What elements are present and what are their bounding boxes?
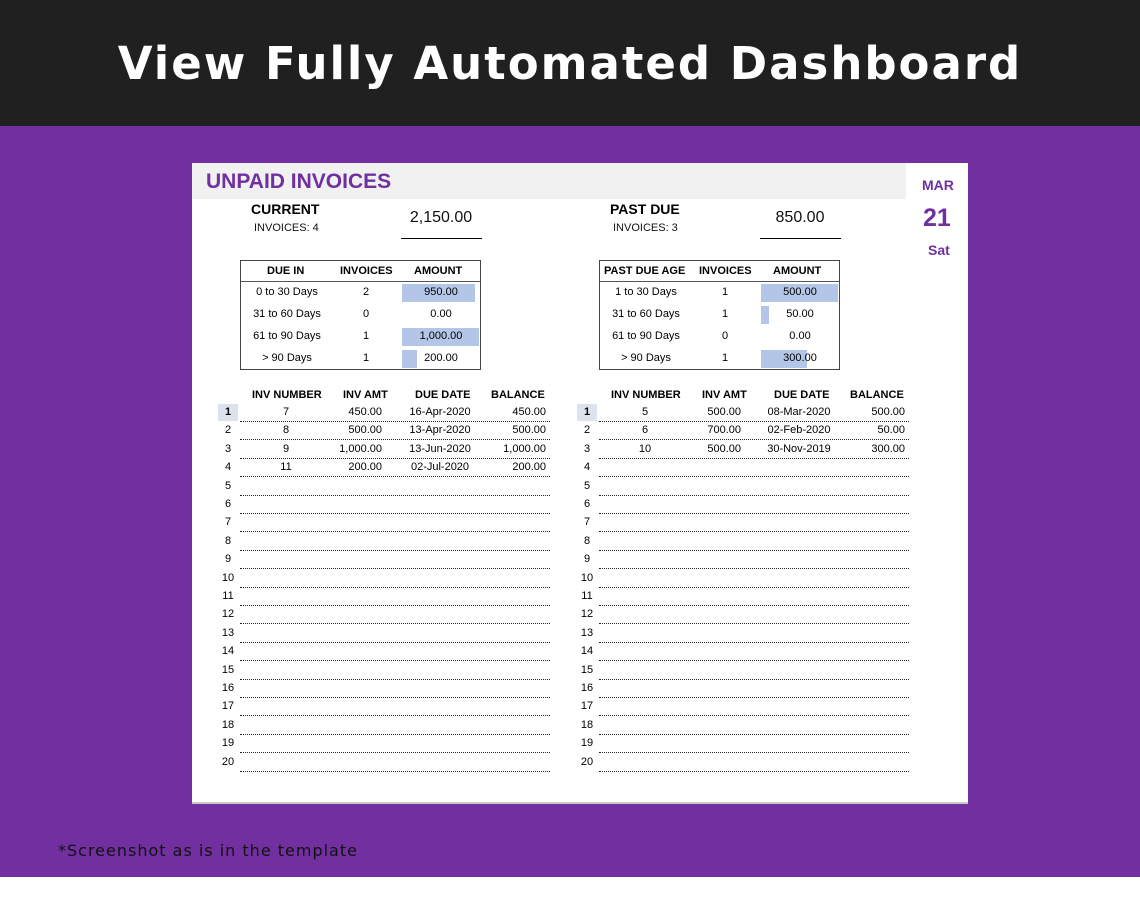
- due-date: 13-Jun-2020: [409, 442, 471, 455]
- row-number[interactable]: 4: [583, 461, 591, 474]
- inv-amount: 500.00: [707, 442, 741, 455]
- table-row[interactable]: [599, 404, 909, 422]
- table-row[interactable]: [240, 662, 550, 680]
- aging-amount: 0.00: [789, 330, 811, 342]
- table-row[interactable]: [240, 625, 550, 643]
- banner-title: View Fully Automated Dashboard: [117, 36, 1023, 90]
- row-number[interactable]: 5: [583, 479, 591, 492]
- aging-range: 0 to 30 Days: [256, 286, 318, 298]
- aging-row: [600, 304, 839, 326]
- aging-row: [241, 348, 480, 370]
- aging-range: 1 to 30 Days: [615, 286, 677, 298]
- table-row[interactable]: [240, 478, 550, 496]
- table-row[interactable]: [599, 680, 909, 698]
- dashboard-sheet: [192, 163, 968, 804]
- balance: 500.00: [871, 406, 905, 418]
- table-row[interactable]: [599, 643, 909, 661]
- table-row[interactable]: [240, 533, 550, 551]
- date-weekday: Sat: [928, 242, 950, 258]
- balance: 300.00: [871, 442, 905, 455]
- aging-amount: 1,000.00: [419, 330, 463, 342]
- date-day: 21: [923, 204, 951, 232]
- inv-number: 5: [641, 406, 649, 418]
- row-number[interactable]: 2: [224, 424, 232, 437]
- row-number[interactable]: 8: [583, 534, 591, 547]
- row-number[interactable]: 1: [577, 404, 597, 421]
- row-number[interactable]: 6: [583, 498, 591, 510]
- table-row[interactable]: [240, 551, 550, 569]
- table-row[interactable]: [599, 570, 909, 588]
- table-row[interactable]: [240, 606, 550, 624]
- date-month: MAR: [922, 177, 954, 193]
- table-row[interactable]: [240, 735, 550, 753]
- row-number[interactable]: 12: [221, 608, 235, 621]
- aging-invoice-count: 0: [721, 330, 729, 342]
- footnote: *Screenshot as is in the template: [58, 841, 358, 860]
- row-number[interactable]: 9: [224, 553, 232, 566]
- due-date: 02-Jul-2020: [410, 461, 470, 474]
- header-invoices: INVOICES: [699, 265, 752, 277]
- row-number[interactable]: 19: [580, 737, 594, 750]
- table-row[interactable]: [599, 625, 909, 643]
- header-inv-amt: INV AMT: [343, 389, 388, 401]
- inv-number: 6: [641, 424, 649, 437]
- past-due-amount-underline: [760, 238, 841, 239]
- table-row[interactable]: [599, 754, 909, 772]
- table-row[interactable]: [599, 478, 909, 496]
- table-row[interactable]: [599, 717, 909, 735]
- balance: 500.00: [512, 424, 546, 437]
- inv-number: 8: [282, 424, 290, 437]
- row-number[interactable]: 5: [224, 479, 232, 492]
- past-due-total-amount: 850.00: [775, 209, 825, 226]
- aging-invoice-count: 0: [362, 308, 370, 320]
- table-row[interactable]: [240, 698, 550, 716]
- aging-range: 61 to 90 Days: [253, 330, 321, 342]
- row-number[interactable]: 20: [580, 755, 594, 768]
- past-due-age-table: [599, 260, 840, 370]
- balance: 1,000.00: [503, 442, 546, 455]
- table-row[interactable]: [240, 514, 550, 532]
- current-label: CURRENT: [251, 201, 320, 217]
- row-number[interactable]: 19: [221, 737, 235, 750]
- header-invoices: INVOICES: [340, 265, 393, 277]
- aging-amount: 300.00: [783, 352, 817, 364]
- inv-amount: 450.00: [348, 406, 382, 418]
- aging-amount: 200.00: [424, 352, 458, 364]
- row-number[interactable]: 10: [221, 571, 235, 584]
- header-due-date: DUE DATE: [415, 389, 471, 401]
- row-number[interactable]: 7: [583, 516, 591, 529]
- header-past-due-age: PAST DUE AGE: [604, 265, 686, 277]
- aging-range: 31 to 60 Days: [612, 308, 680, 320]
- aging-invoice-count: 2: [362, 286, 370, 298]
- table-row[interactable]: [599, 459, 909, 477]
- inv-amount: 700.00: [707, 424, 741, 437]
- table-row[interactable]: [599, 698, 909, 716]
- aging-row: [600, 326, 839, 348]
- row-number[interactable]: 4: [224, 461, 232, 474]
- row-number[interactable]: 13: [580, 626, 594, 639]
- past-due-list-header: [599, 389, 909, 405]
- row-number[interactable]: 17: [221, 700, 235, 713]
- aging-invoice-count: 1: [721, 308, 729, 320]
- row-number[interactable]: 3: [583, 442, 591, 455]
- table-row[interactable]: [599, 422, 909, 440]
- header-amount: AMOUNT: [773, 265, 822, 277]
- header-balance: BALANCE: [491, 389, 545, 401]
- header-inv-amt: INV AMT: [702, 389, 747, 401]
- inv-number: 7: [282, 406, 290, 418]
- header-amount: AMOUNT: [414, 265, 463, 277]
- inv-amount: 500.00: [348, 424, 382, 437]
- inv-number: 11: [280, 461, 292, 474]
- row-number[interactable]: 11: [581, 590, 593, 602]
- aging-row: [600, 282, 839, 304]
- title-bar: [192, 163, 906, 199]
- table-row[interactable]: [240, 441, 550, 459]
- table-row[interactable]: [240, 588, 550, 606]
- row-number[interactable]: 2: [583, 424, 591, 437]
- row-number[interactable]: 7: [224, 516, 232, 529]
- inv-amount: 1,000.00: [339, 442, 382, 455]
- header-due-date: DUE DATE: [774, 389, 830, 401]
- due-date: 16-Apr-2020: [409, 406, 471, 418]
- sheet-title: UNPAID INVOICES: [206, 170, 392, 193]
- header-inv-number: INV NUMBER: [252, 389, 322, 401]
- current-total-amount: 2,150.00: [409, 209, 473, 226]
- table-row[interactable]: [599, 606, 909, 624]
- balance: 450.00: [512, 406, 546, 418]
- inv-number: 9: [282, 442, 290, 455]
- aging-amount: 50.00: [786, 308, 814, 320]
- due-date: 13-Apr-2020: [409, 424, 471, 437]
- row-number[interactable]: 18: [221, 718, 235, 731]
- inv-amount: 500.00: [707, 406, 741, 418]
- due-in-table-header: [241, 261, 480, 282]
- inv-amount: 200.00: [348, 461, 382, 474]
- aging-row: [241, 282, 480, 304]
- row-number[interactable]: 17: [580, 700, 594, 713]
- header-banner: [0, 0, 1140, 126]
- table-row[interactable]: [240, 459, 550, 477]
- aging-row: [600, 348, 839, 370]
- table-row[interactable]: [240, 422, 550, 440]
- table-row[interactable]: [599, 496, 909, 514]
- table-row[interactable]: [240, 717, 550, 735]
- header-balance: BALANCE: [850, 389, 904, 401]
- row-number[interactable]: 3: [224, 442, 232, 455]
- row-number[interactable]: 11: [222, 590, 234, 602]
- row-number[interactable]: 15: [221, 663, 235, 676]
- balance: 200.00: [512, 461, 546, 474]
- row-number[interactable]: 16: [221, 682, 235, 694]
- due-in-table: [240, 260, 481, 370]
- aging-range: 31 to 60 Days: [253, 308, 321, 320]
- row-number[interactable]: 14: [580, 645, 594, 658]
- row-number[interactable]: 13: [221, 626, 235, 639]
- aging-amount: 0.00: [430, 308, 452, 320]
- row-number[interactable]: 16: [580, 682, 594, 694]
- aging-invoice-count: 1: [362, 352, 370, 364]
- row-number[interactable]: 15: [580, 663, 594, 676]
- inv-number: 10: [638, 442, 652, 455]
- past-due-label: PAST DUE: [610, 201, 680, 217]
- past-due-invoice-count: INVOICES: 3: [613, 222, 678, 234]
- balance: 50.00: [877, 424, 905, 437]
- row-number[interactable]: 18: [580, 718, 594, 731]
- due-date: 30-Nov-2019: [767, 442, 831, 455]
- aging-range: 61 to 90 Days: [612, 330, 680, 342]
- row-number[interactable]: 10: [580, 571, 594, 584]
- table-row[interactable]: [240, 570, 550, 588]
- due-date: 02-Feb-2020: [767, 424, 831, 437]
- aging-invoice-count: 1: [362, 330, 370, 342]
- due-date: 08-Mar-2020: [767, 406, 831, 418]
- current-invoice-count: INVOICES: 4: [254, 222, 319, 234]
- header-due-in: DUE IN: [267, 265, 305, 277]
- row-number[interactable]: 12: [580, 608, 594, 621]
- current-amount-underline: [401, 238, 482, 239]
- row-number[interactable]: 20: [221, 755, 235, 768]
- table-row[interactable]: [599, 514, 909, 532]
- table-row[interactable]: [599, 735, 909, 753]
- row-number[interactable]: 1: [218, 404, 238, 421]
- table-row[interactable]: [240, 643, 550, 661]
- row-number[interactable]: 8: [224, 534, 232, 547]
- row-number[interactable]: 14: [221, 645, 235, 658]
- table-row[interactable]: [599, 533, 909, 551]
- aging-row: [241, 304, 480, 326]
- row-number[interactable]: 9: [583, 553, 591, 566]
- aging-amount: 950.00: [424, 286, 458, 298]
- table-row[interactable]: [240, 680, 550, 698]
- aging-range: > 90 Days: [262, 352, 312, 364]
- table-row[interactable]: [240, 496, 550, 514]
- table-row[interactable]: [599, 588, 909, 606]
- table-row[interactable]: [599, 551, 909, 569]
- aging-range: > 90 Days: [621, 352, 671, 364]
- past-due-age-table-header: [600, 261, 839, 282]
- table-row[interactable]: [240, 404, 550, 422]
- aging-amount: 500.00: [783, 286, 817, 298]
- aging-invoice-count: 1: [721, 352, 729, 364]
- table-row[interactable]: [599, 441, 909, 459]
- header-inv-number: INV NUMBER: [611, 389, 681, 401]
- aging-invoice-count: 1: [721, 286, 729, 298]
- row-number[interactable]: 6: [224, 498, 232, 510]
- aging-row: [241, 326, 480, 348]
- current-list-header: [240, 389, 550, 405]
- table-row[interactable]: [599, 662, 909, 680]
- table-row[interactable]: [240, 754, 550, 772]
